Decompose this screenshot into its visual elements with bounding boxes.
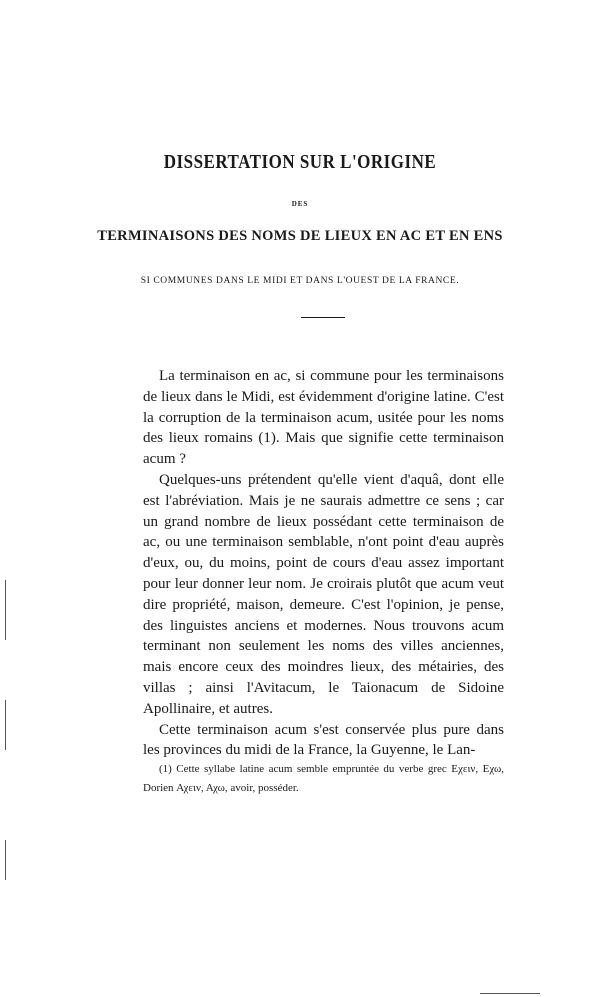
scan-mark xyxy=(5,700,6,750)
title-line-1: DISSERTATION SUR L'ORIGINE xyxy=(163,150,437,173)
footnote-text: (1) Cette syllabe latine acum semble empruntée du verbe grec Εχειν, Εχω, Dorien Αχειν, Αχω, avoir, posséder. xyxy=(143,763,504,794)
title-line-2: DES xyxy=(291,200,309,208)
scan-mark xyxy=(5,840,6,880)
subtitle-line: SI COMMUNES DANS LE MIDI ET DANS L'OUEST DE LA FRANCE. xyxy=(140,276,460,286)
title-line-3: TERMINAISONS DES NOMS DE LIEUX EN AC ET EN ENS xyxy=(97,228,503,244)
body-text xyxy=(143,366,504,761)
paragraph-3: Cette terminaison acum s'est conservée plus pure dans les provinces du midi de la France, la Guyenne, le Lan- xyxy=(143,721,504,759)
footnote xyxy=(143,760,504,798)
scan-mark xyxy=(480,993,540,994)
scan-mark xyxy=(5,580,6,640)
paragraph-2: Quelques-uns prétendent qu'elle vient d'aquâ, dont elle est l'abréviation. Mais je ne saurais admettre ce sens ; car un grand nombre de lieux possédant cette terminaison de ac, ou une terminaison semblable, n'ont point d'eau auprès d'eux, ou, du moins, point de cours d'eau assez important pour leur donner leur nom. Je croirais plutôt que acum veut dire propriété, maison, demeure. C'est l'opinion, je pense, des linguistes anciens et modernes. Nous trouvons acum terminant non seulement les noms des villes anciennes, mais encore ceux des moindres lieux, des métairies, des villas ; ainsi l'Avitacum, le Taionacum de Sidoine Apollinaire, et autres. xyxy=(143,471,504,717)
paragraph-1: La terminaison en ac, si commune pour les terminaisons de lieux dans le Midi, est évidemment d'origine latine. C'est la corruption de la terminaison acum, usitée pour les noms des lieux romains (1). Mais que signifie cette terminaison acum ? xyxy=(143,368,504,468)
title-divider xyxy=(301,317,345,318)
